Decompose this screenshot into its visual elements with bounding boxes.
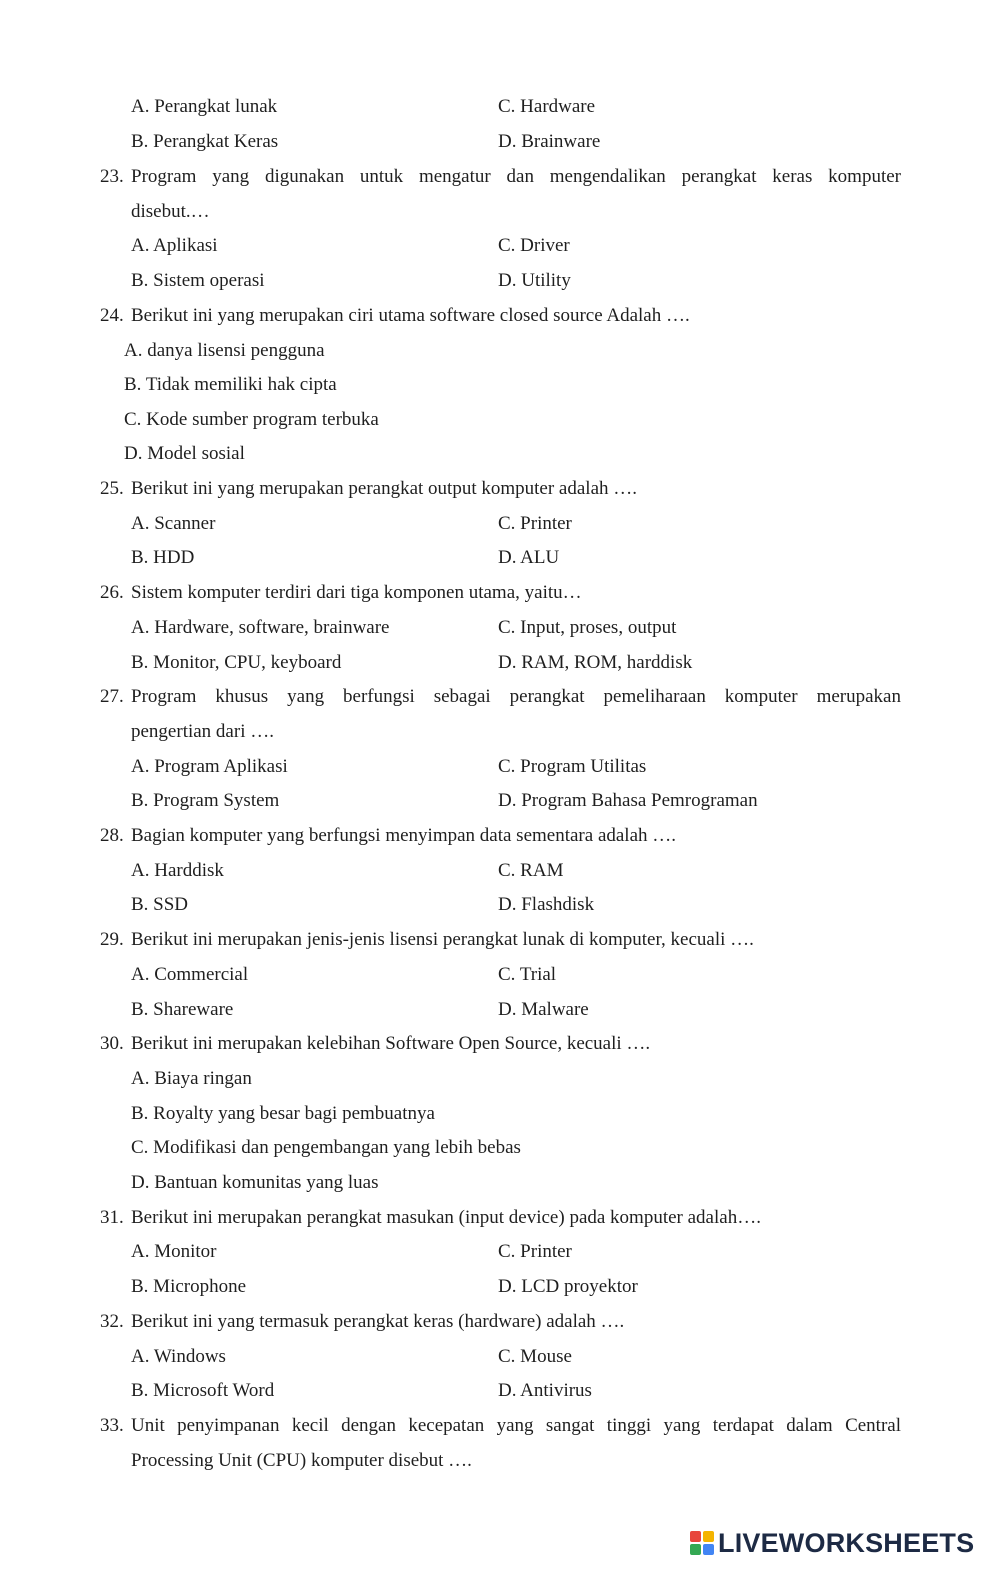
question-text: Program yang digunakan untuk mengatur dan mengendalikan perangkat keras komputer <box>131 166 901 187</box>
option-a: A. Commercial <box>131 964 249 985</box>
question-number: 29. <box>100 929 124 950</box>
question-number: 27. <box>100 686 124 707</box>
option-d: D. Malware <box>498 999 589 1020</box>
question-text-cont: disebut.… <box>131 201 210 222</box>
option-c: C. Mouse <box>498 1346 572 1367</box>
option-a: A. Windows <box>131 1346 226 1367</box>
question-number: 33. <box>100 1415 124 1436</box>
option-b: B. Microphone <box>131 1276 247 1297</box>
option-d: D. Flashdisk <box>498 894 595 915</box>
option-b: B. Program System <box>131 790 280 811</box>
option-b: B. SSD <box>131 894 189 915</box>
option-a: A. Program Aplikasi <box>131 756 288 777</box>
option-a: A. Biaya ringan <box>131 1068 252 1089</box>
option-c: C. Printer <box>498 513 572 534</box>
question-number: 25. <box>100 478 124 499</box>
option-c: C. Program Utilitas <box>498 756 647 777</box>
question-number: 30. <box>100 1033 124 1054</box>
option-a: A. Harddisk <box>131 860 224 881</box>
option-c: C. Hardware <box>498 96 596 117</box>
question-text: Unit penyimpanan kecil dengan kecepatan yang sangat tinggi yang terdapat dalam Central <box>131 1415 901 1436</box>
question-text-cont: pengertian dari …. <box>131 721 274 742</box>
option-b: B. Microsoft Word <box>131 1380 275 1401</box>
option-b: B. Shareware <box>131 999 234 1020</box>
option-b: B. Perangkat Keras <box>131 131 279 152</box>
option-b: B. Tidak memiliki hak cipta <box>124 374 337 395</box>
question-text: Berikut ini yang termasuk perangkat keras (hardware) adalah …. <box>131 1311 625 1332</box>
option-c: C. Driver <box>498 235 570 256</box>
option-d: D. Antivirus <box>498 1380 592 1401</box>
question-number: 32. <box>100 1311 124 1332</box>
option-d: D. Utility <box>498 270 571 291</box>
option-c: C. RAM <box>498 860 564 881</box>
option-c: C. Printer <box>498 1241 572 1262</box>
option-d: D. ALU <box>498 547 560 568</box>
option-d: D. LCD proyektor <box>498 1276 638 1297</box>
question-number: 26. <box>100 582 124 603</box>
option-d: D. RAM, ROM, harddisk <box>498 652 693 673</box>
logo-text: LIVEWORKSHEETS <box>718 1527 975 1558</box>
question-text: Berikut ini yang merupakan ciri utama software closed source Adalah …. <box>131 305 690 326</box>
question-text: Berikut ini yang merupakan perangkat output komputer adalah …. <box>131 478 637 499</box>
option-d: D. Bantuan komunitas yang luas <box>131 1172 379 1193</box>
question-number: 31. <box>100 1207 124 1228</box>
option-a: A. Hardware, software, brainware <box>131 617 390 638</box>
option-b: B. Royalty yang besar bagi pembuatnya <box>131 1103 435 1124</box>
option-c: C. Trial <box>498 964 557 985</box>
liveworksheets-logo <box>690 1527 974 1559</box>
option-d: D. Model sosial <box>124 443 245 464</box>
option-b: B. Sistem operasi <box>131 270 265 291</box>
question-text: Sistem komputer terdiri dari tiga komponen utama, yaitu… <box>131 582 582 603</box>
question-text-cont: Processing Unit (CPU) komputer disebut …. <box>131 1450 472 1471</box>
question-text: Bagian komputer yang berfungsi menyimpan data sementara adalah …. <box>131 825 677 846</box>
option-a: A. Perangkat lunak <box>131 96 278 117</box>
option-a: A. danya lisensi pengguna <box>124 340 325 361</box>
question-text: Berikut ini merupakan perangkat masukan (input device) pada komputer adalah…. <box>131 1207 761 1228</box>
question-number: 28. <box>100 825 124 846</box>
question-number: 24. <box>100 305 124 326</box>
liveworksheets-logo-icon <box>690 1531 714 1555</box>
option-b: B. HDD <box>131 547 195 568</box>
option-a: A. Monitor <box>131 1241 217 1262</box>
option-a: A. Aplikasi <box>131 235 218 256</box>
option-c: C. Kode sumber program terbuka <box>124 409 379 430</box>
question-number: 23. <box>100 166 124 187</box>
question-text: Program khusus yang berfungsi sebagai perangkat pemeliharaan komputer merupakan <box>131 686 901 707</box>
question-text: Berikut ini merupakan kelebihan Software Open Source, kecuali …. <box>131 1033 651 1054</box>
option-c: C. Input, proses, output <box>498 617 677 638</box>
option-d: D. Program Bahasa Pemrograman <box>498 790 758 811</box>
option-d: D. Brainware <box>498 131 601 152</box>
option-a: A. Scanner <box>131 513 216 534</box>
question-text: Berikut ini merupakan jenis-jenis lisensi perangkat lunak di komputer, kecuali …. <box>131 929 754 950</box>
option-b: B. Monitor, CPU, keyboard <box>131 652 342 673</box>
option-c: C. Modifikasi dan pengembangan yang lebih bebas <box>131 1137 521 1158</box>
